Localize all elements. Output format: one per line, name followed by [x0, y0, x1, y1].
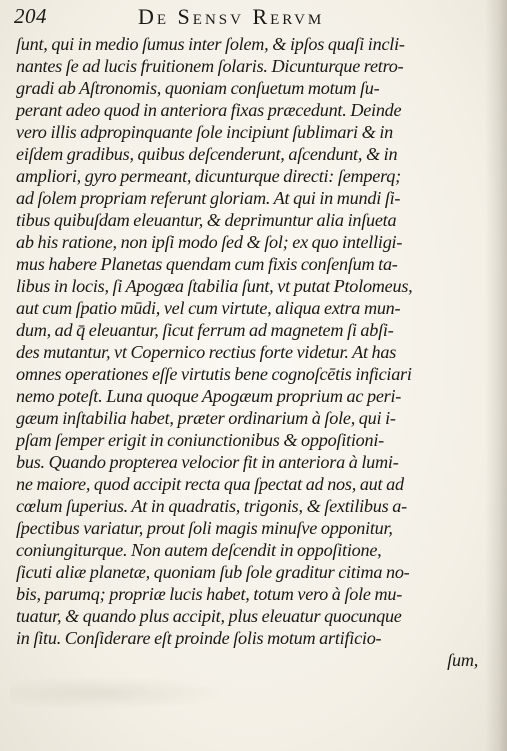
- text-line: ampliori, gyro permeant, dicunturque directi: ſemperq;: [16, 166, 401, 186]
- text-line: omnes operationes eſſe virtutis bene cognoſcētis inficiari: [16, 364, 412, 384]
- text-line: aut cum ſpatio mūdi, vel cum virtute, aliqua extra mun-: [16, 298, 401, 318]
- text-line: gradi ab Aſtronomis, quoniam conſuetum motum ſu-: [16, 78, 380, 98]
- text-line: ad ſolem propriam referunt gloriam. At qui in mundi ſi-: [16, 188, 401, 208]
- text-line: vero illis adpropinquante ſole incipiunt ſublimari & in: [16, 122, 393, 142]
- text-line: coniungiturque. Non autem deſcendit in oppoſitione,: [16, 540, 382, 560]
- text-line: in ſitu. Conſiderare eſt proinde ſolis motum artificio-: [16, 628, 382, 648]
- text-line: ab his ratione, non ipſi modo ſed & ſol; ex quo intelligi-: [16, 232, 403, 252]
- text-line: nantes ſe ad lucis fruitionem ſolaris. Dicunturque retro-: [16, 56, 404, 76]
- text-line: tibus quibuſdam eleuantur, & deprimuntur alia inſueta: [16, 210, 397, 230]
- text-line: cœlum ſuperius. At in quadratis, trigonis, & ſextilibus a-: [16, 496, 407, 516]
- text-line: mus habere Planetas quendam cum fixis conſenſum ta-: [16, 254, 398, 274]
- text-line: nemo poteſt. Luna quoque Apogæum proprium ac peri-: [16, 386, 402, 406]
- running-head: De Sensv Rervm: [138, 4, 325, 29]
- text-line: bis, parumq; propriæ lucis habet, totum vero à ſole mu-: [16, 584, 403, 604]
- text-line: bus. Quando propterea velocior fit in anteriora à lumi-: [16, 452, 399, 472]
- body-text: [16, 33, 490, 671]
- text-line: perant adeo quod in anteriora fixas præcedunt. Deinde: [16, 100, 402, 120]
- text-line: ne maiore, quod accipit recta qua ſpectat ad nos, aut ad: [16, 474, 404, 494]
- text-line: ſpectibus variatur, prout ſoli magis minuſve opponitur,: [16, 518, 393, 538]
- text-line-catchword: ſum,: [447, 650, 478, 670]
- text-line: pſam ſemper erigit in coniunctionibus & oppoſitioni-: [16, 430, 384, 450]
- text-line: libus in locis, ſi Apogæa ſtabilia ſunt, vt putat Ptolomeus,: [16, 276, 413, 296]
- text-line: dum, ad q̄ eleuantur, ſicut ferrum ad magnetem ſi abſi-: [16, 320, 394, 340]
- page-header: [14, 4, 484, 30]
- text-line: ſunt, qui in medio ſumus inter ſolem, & ipſos quaſi incli-: [16, 34, 405, 54]
- text-line: eiſdem gradibus, quibus deſcenderunt, aſcendunt, & in: [16, 144, 398, 164]
- text-line: tuatur, & quando plus accipit, plus eleuatur quocunque: [16, 606, 402, 626]
- paper-stain: [10, 676, 230, 710]
- text-line: des mutantur, vt Copernico rectius forte videtur. At has: [16, 342, 397, 362]
- text-line: gæum inſtabilia habet, præter ordinarium à ſole, qui i-: [16, 408, 396, 428]
- page-number: 204: [14, 4, 47, 28]
- text-line: ſicuti aliæ planetæ, quoniam ſub ſole graditur citima no-: [16, 562, 410, 582]
